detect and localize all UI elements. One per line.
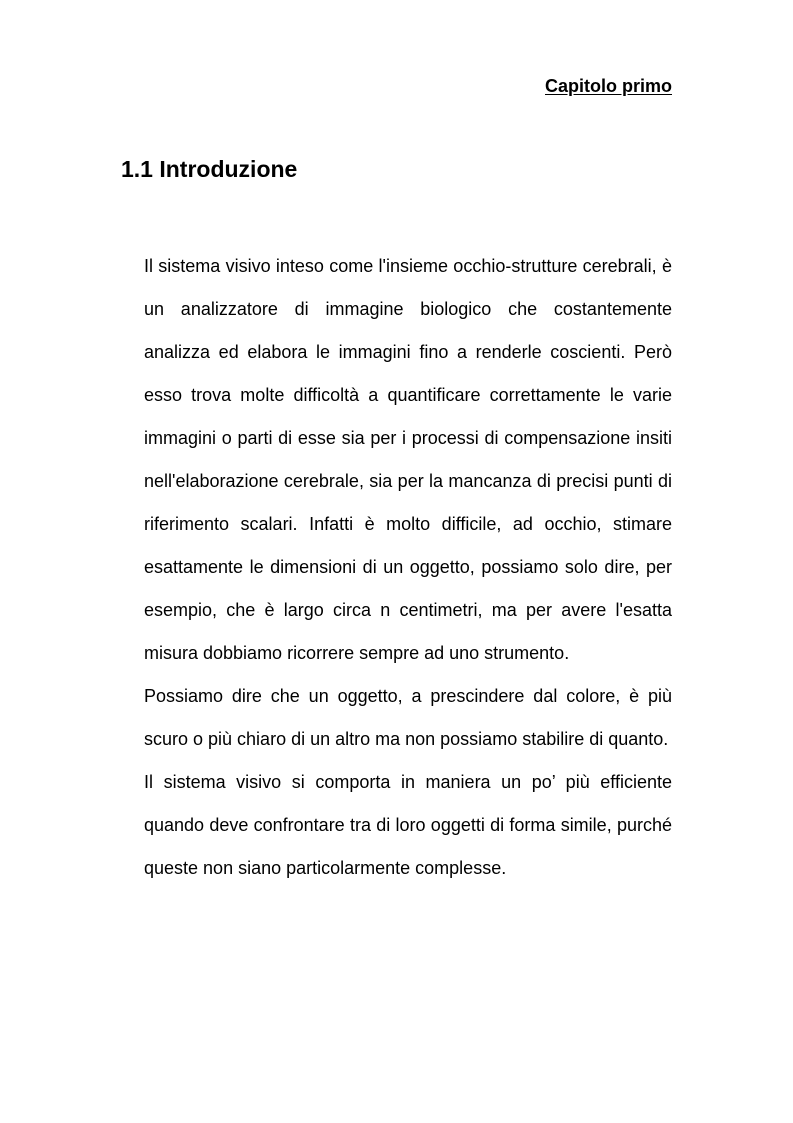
body-text xyxy=(144,245,672,890)
paragraph-2: Possiamo dire che un oggetto, a prescindere dal colore, è più scuro o più chiaro di un altro ma non possiamo stabilire di quanto. xyxy=(144,686,672,749)
paragraph-3: Il sistema visivo si comporta in maniera un po’ più efficiente quando deve confrontare tra di loro oggetti di forma simile, purché queste non siano particolarmente complesse. xyxy=(144,772,672,878)
paragraph-1: Il sistema visivo inteso come l'insieme occhio-strutture cerebrali, è un analizzatore di immagine biologico che costantemente analizza ed elabora le immagini fino a renderle coscienti. Però esso trova molte difficoltà a quantificare correttamente le varie immagini o parti di esse sia per i processi di compensazione insiti nell'elaborazione cerebrale, sia per la mancanza di precisi punti di riferimento scalari. Infatti è molto difficile, ad occhio, stimare esattamente le dimensioni di un oggetto, possiamo solo dire, per esempio, che è largo circa n centimetri, ma per avere l'esatta misura dobbiamo ricorrere sempre ad uno strumento. xyxy=(144,256,672,663)
section-heading: 1.1 Introduzione xyxy=(121,156,298,182)
chapter-label: Capitolo primo xyxy=(545,76,672,96)
